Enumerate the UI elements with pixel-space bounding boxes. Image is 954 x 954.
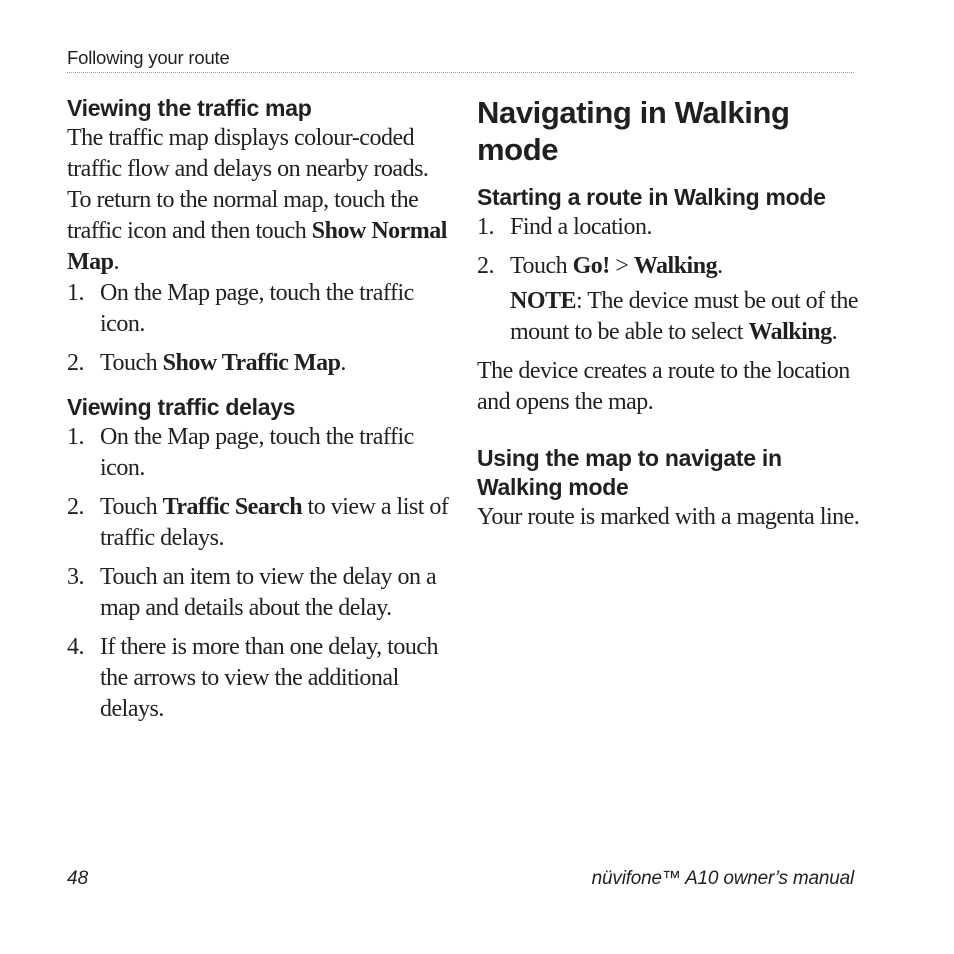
step-separator: >: [609, 253, 634, 279]
traffic-map-steps: [67, 278, 452, 379]
section-title-walking-mode: Navigating in Walking mode: [477, 95, 790, 167]
step-number: 1.: [477, 214, 494, 240]
list-item: [477, 212, 862, 243]
magenta-line-paragraph: Your route is marked with a magenta line.: [477, 504, 860, 530]
list-item: [67, 422, 452, 484]
note-label: NOTE: [510, 288, 577, 314]
step-number: 2.: [477, 253, 494, 279]
walking-term: Walking: [633, 253, 718, 279]
right-column: [477, 94, 862, 533]
list-item: [67, 562, 452, 624]
step-text-end: .: [717, 253, 723, 279]
step-number: 4.: [67, 634, 84, 660]
step-text: On the Map page, touch the traffic icon.: [100, 280, 414, 337]
list-item: [67, 348, 452, 379]
step-text-end: .: [340, 350, 346, 376]
list-item: [67, 492, 452, 554]
step-text: Touch: [100, 494, 163, 520]
traffic-delays-steps: [67, 422, 452, 725]
step-number: 2.: [67, 350, 84, 376]
step-text: Find a location.: [510, 214, 652, 240]
show-traffic-map-term: Show Traffic Map: [162, 350, 341, 376]
return-normal-map-paragraph: [67, 185, 452, 278]
traffic-map-intro: The traffic map displays colour-coded traffic flow and delays on nearby roads.: [67, 125, 429, 182]
heading-viewing-traffic-delays: Viewing traffic delays: [67, 394, 296, 420]
page-number: 48: [67, 868, 89, 889]
step-number: 1.: [67, 424, 84, 450]
step-text: Touch an item to view the delay on a map and details about the delay.: [100, 564, 437, 621]
return-text: To return to the normal map, touch the traffic icon and then touch: [67, 187, 419, 244]
step-number: 3.: [67, 564, 84, 590]
list-item: [67, 632, 452, 725]
heading-viewing-traffic-map: Viewing the traffic map: [67, 95, 312, 121]
step-text: Touch: [100, 350, 163, 376]
go-term: Go!: [572, 253, 610, 279]
step-text-end: to view a list of traffic delays.: [100, 494, 449, 551]
step-text: If there is more than one delay, touch the arrows to view the additional delays.: [100, 634, 438, 722]
note-walking-term: Walking: [748, 319, 832, 345]
show-normal-map-term: Show Normal Map: [67, 218, 447, 275]
step-number: 2.: [67, 494, 84, 520]
traffic-search-term: Traffic Search: [162, 494, 303, 520]
heading-starting-route-walking: Starting a route in Walking mode: [477, 184, 826, 210]
note-paragraph: [477, 286, 862, 348]
heading-using-map-walking: Using the map to navigate in Walking mode: [477, 445, 782, 500]
step-text: Touch: [510, 253, 573, 279]
walking-steps: [477, 212, 862, 282]
list-item: [67, 278, 452, 340]
running-head: Following your route: [67, 47, 230, 68]
header-divider: [67, 72, 854, 73]
step-text: On the Map page, touch the traffic icon.: [100, 424, 414, 481]
list-item: [477, 251, 862, 282]
walking-result-paragraph: The device creates a route to the location and opens the map.: [477, 358, 850, 415]
step-number: 1.: [67, 280, 84, 306]
note-text: : The device must be out of the mount to be able to select: [510, 288, 858, 345]
note-period: .: [831, 319, 838, 345]
return-period: .: [113, 249, 119, 275]
manual-title: nüvifone™ A10 owner’s manual: [591, 868, 854, 889]
left-column: [67, 94, 452, 733]
